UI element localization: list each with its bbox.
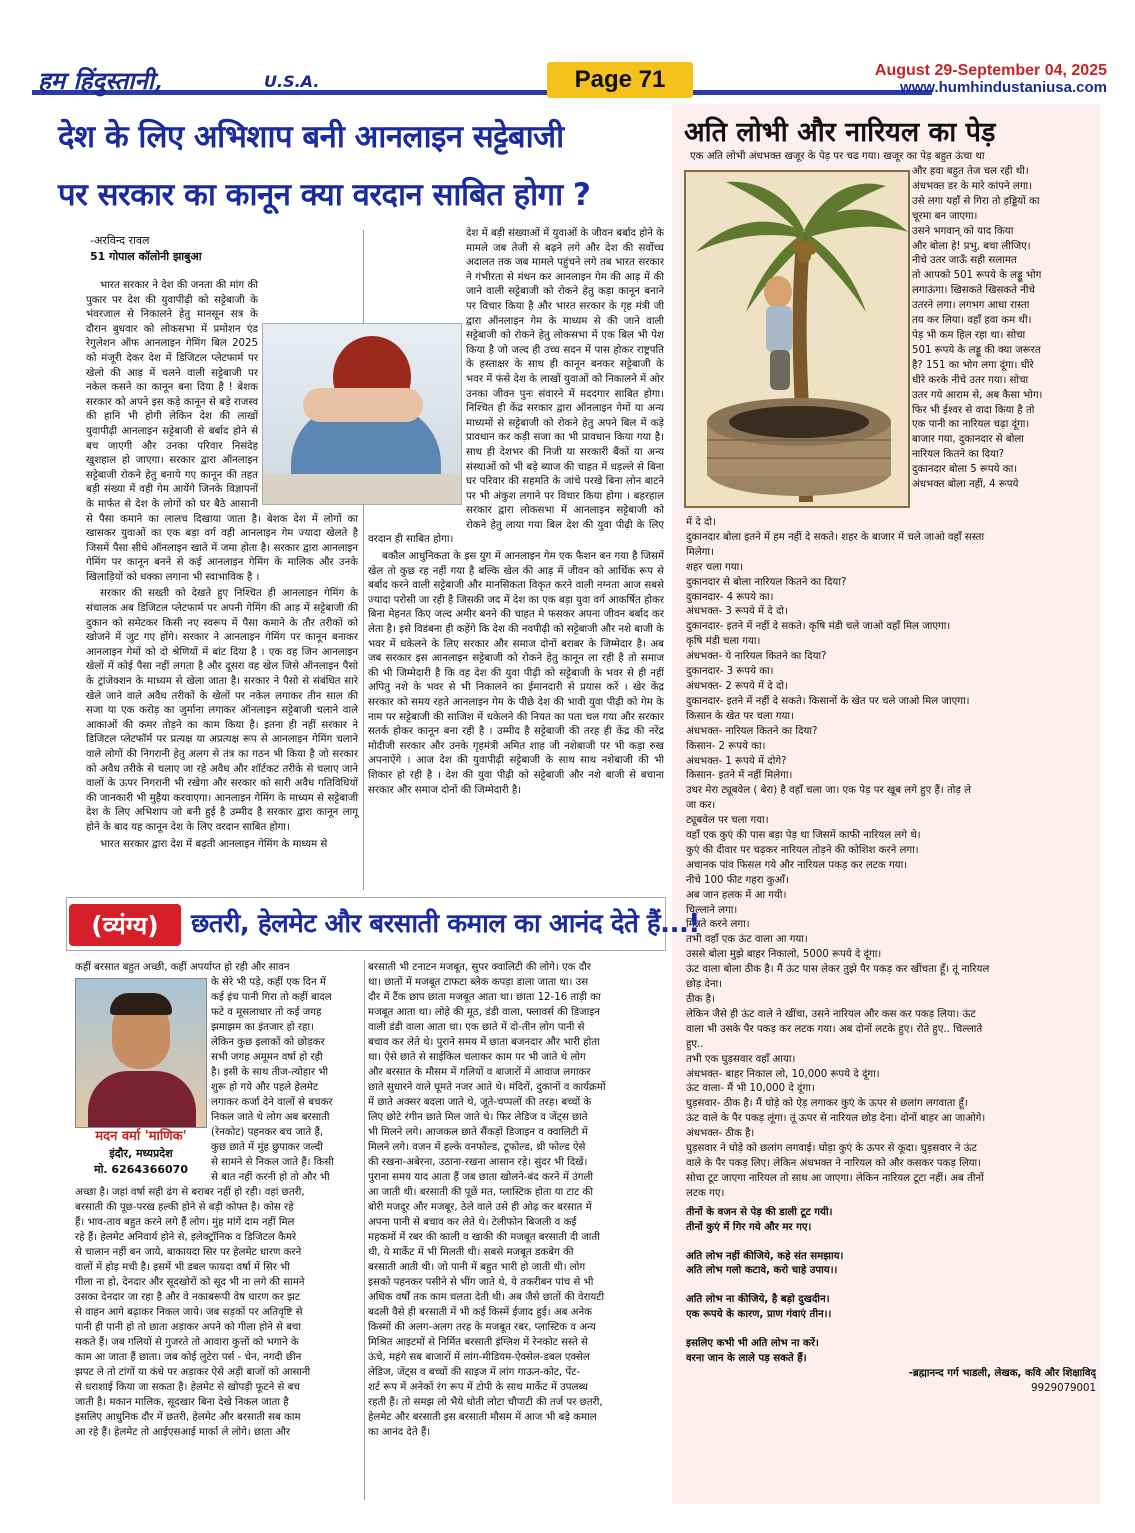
text-line: कई इंच पानी गिरा तो कहीं बादल [211,992,332,1003]
text-line: कृषि मंडी चला गया। [686,636,761,648]
text-line: के सेरे भी पड़े, कहीं एक दिन में [211,977,326,988]
paragraph: सरकार की सख्ती को देखते हुए निश्चित ही आनलाइन गेमिंग के संचालक अब डिजिटल प्लेटफार्म पर अपनी गेमिंग की आड़ में सट्टेबाजी की दुकान को समेटकर किसी नए स्वरूप में पैसा कमाने के तौर तरीकों को खोजने में जुट गए होंगे। सरकार ने आनलाइन गेमिंग पर कानून बनाकर आनलाइन गेमों को दो श्रेणियों में बांट दिया है । एक वह जिन आनलाइन खेलों में कोई पैसा नहीं लगता है और दूसरा वह खेल जिसे ऑनलाइन पैसो के ट्रांजेक्शन के माध्यम से खेला जाता है। सरकार ने पैसो से संबंधित सारे खेले जाने वाले अवैध तरीकों के खेलों पर नकेल लगाकर तीन साल की सजा या एक करोड़ का जुर्माना लगाकर ऑनलाइन सट्टेबाजी चलाने वाले आकाओं की कमर तोड़ने का काम किया है। इतना ही नहीं सरकार ने डिजिटल प्लेटफॉर्म पर प्रत्यक्ष या अप्रत्यक्ष रूप से आनलाइन गेमिंग चलाने वाले लोगों की निगरानी हेतु अलग से तंत्र का गठन भी किया है जो सरकार को अवैध तरीके से चलाए जा रहे अवैध और शॉर्टकट तरीके से चलाए जाने वालों के ऊपर निगरानी भी रखेगा और सरकार को सारी अवैध गतिविधियों की जानकारी भी मुहैया करवाएगा। आनलाइन गेमिंग के माध्यम से सट्टेबाजी देश के लिए अभिशाप जो बनी हुई है उम्मीद है सरकार द्वारा कानून लागू होने के बाद यह कानून देश के लिए वरदान साबित होगा। [86,588,358,833]
text-line: शर्ट रूप में अनेकों रंग रूप में टोपी के साथ मार्केट में उपलब्ध [368,1382,588,1393]
text-line: किसान के खेत पर चला गया। [686,710,794,722]
article-photo [262,323,462,505]
masthead-bar [32,90,932,95]
text-line: तभी एक घुड़सवार वहाँ आया। [686,1053,796,1065]
palm-tree-well-illustration [684,170,910,508]
text-line: वहाँ एक कुएं की पास बड़ा पेड़ था जिसमें काफी नारियल लगे थे। [686,830,921,842]
text-line: दुकानदार बोला 5 रूपये का। [912,464,1018,476]
text-line: मिश्रित आइटमों से निर्मित बरसाती इंग्लिश में रेनकोट सस्ते से [368,1337,588,1348]
text-line: वाली डंडी वाला आता था। एक छाते में दो-तीन लोग पानी से [368,1022,585,1033]
headline-line-1: देश के लिए अभिशाप बनी आनलाइन सट्टेबाजी [58,119,564,155]
text-line: बदली वैसे ही बरसाती में भी कई किस्में ईजाद हुई। अब अनेक [368,1307,592,1318]
text-line: थी, ये मार्केट में भी मिलती थी। सबसे मजबूत डकबेग की [368,1247,574,1258]
text-line: तीनों कुएं में गिर गये और मर गए। [686,1221,812,1233]
text-line: पानी ही पानी हो तो छाता अड़ाकर अपने को गीला होने से बचा [75,1322,302,1333]
text-line: इसलिए आधुनिक दौर में छतरी, हेलमेट और बरसाती सब काम [75,1412,301,1423]
text-line: सभी जगह अमूमन वर्षा हो रही [211,1052,323,1063]
text-line: छोड़ देना। [686,979,723,991]
text-line: का आनंद देते हैं। [368,1427,431,1438]
text-line: हुए.. [686,1038,704,1050]
text-line: उतरने लगा। लगभग आधा रास्ता [912,300,1030,312]
text-line: चूरमा बन जाएगा। [912,210,978,222]
text-line: सकते हैं। जब गलियों से गुजरते तो आवारा कुत्तों को भगाने के [75,1337,299,1348]
text-line: वाले के पैर पकड़ लिए। लेकिन अंधभक्त ने नारियल को और कसकर पकड़ लिया। [686,1157,982,1169]
text-line: अधिक वर्षों तक काम चलता देती थी। अब जैसे छातों की वेरायटी [368,1292,605,1303]
text-line: और बोला हे! प्रभु, बचा लीजिए। [912,240,1031,252]
story-phone: 9929079001 [1031,1382,1096,1394]
text-line: बाजार गया, दुकानदार से बोला [912,434,1024,446]
text-line: ऊंट वाला- मैं भी 10,000 दे दूंगा। [686,1083,815,1095]
text-line: बरसाती की पूछ-परख हल्की होने से बड़ी कोफ्त है। कोस रहे [75,1202,294,1213]
text-line: हेलमेट और बरसाती इस बरसाती मौसम में आज भी बड़े कमाल [368,1412,597,1423]
page-number-badge [547,62,693,98]
text-line: लगाऊंगा। खिसकते खिसकते नीचे [912,285,1035,297]
text-line: वालों में होड़ मची है। इसमें भी डबल फायदा वर्षा में सिर भी [75,1262,290,1273]
text-line: लेकिन कुछ इलाकों को छोड़कर [211,1037,325,1048]
text-line: में दे दो। [686,517,716,528]
text-line: से सामने से निकल जाते हैं। किसी [211,1157,334,1168]
text-line: बोरी मजदूर और मजबूर, ठेले वाले उसे ही ओढ़ कर बरसात में [368,1202,592,1213]
text-line: था। ऐसे छाते से साईकिल चलाकर काम पर भी जाते थे लोग [368,1052,586,1063]
satire-tag: (व्यंग्य) [69,904,181,946]
text-line: अति लोभ ना कीजिये, है बड़ो दुखदीन। [686,1294,830,1306]
text-line: अंधभक्त- 1 रूपये में दोगे? [686,755,787,767]
text-line: दुकानदार- इतने में नहीं दे सकते। किसानों के खेत पर चले जाओ मिल जाएगा। [686,695,970,707]
text-line: अंधभक्त- नारियल कितने का दिया? [686,725,818,737]
text-line: कुएं की दीवार पर चढ़कर नारियल तोड़ने की कोशिश करने लगा। [686,844,919,856]
text-line: उसने भगवान् को याद किया [912,225,1014,237]
text-line: नीचे उतर जाऊँ सही सलामत [912,255,1017,267]
text-line: छाते सुधारने वाले घूमते नजर आते थे। मंदिरों, दुकानों व कार्यक्रमों [368,1082,606,1093]
text-line: उससे बोला मुझे बाहर निकालो, 5000 रूपये दे दूंगा। [686,949,882,961]
text-line: लिए छोटे रंगीन छाते मिल जाते थे। फिर लेडिज व जेंट्स छाते [368,1112,588,1123]
paragraph: भारत सरकार ने देश की जनता की मांग की पुकार पर देश की युवापीढ़ी को सट्टेबाजी के भंवरजाल से निकालने हेतु मानसून सत्र के दौरान बुधवार को लोकसभा में प्रमोशन एंड रेगुलेशन ऑफ आनलाइन गेमिंग बिल 2025 को मंजूरी देकर देश में डिजिटल प्लेटफार्म पर खेलो की आड़ में चलने वाली सट्टेबाजी पर नकेल कसने का कानून बना दिया है ! बेशक सरकार को अपने इस कड़े कानून से बड़े राजस्व की हानि भी होगी लेकिन देश की लाखों युवापीढ़ी आनलाइन सट्टेबाजी से बर्बाद होने से बच जाएगी और उनका परिवार निसंदेह खुशहाल हो जाएगा। सरकार द्वारा ऑनलाइन सट्टेबाजी रोकने हेतु बनाये गए कानून की तहत बड़ी संख्या में वही गेम आयेंगे जिनके विज्ञापनों के मार्फत से देश के लोगों को घर बैठे आसानी से पैसा कमाने का लालच दिखाया जाता है। बेशक देश में लोगों का खासकर युवाओं का एक बड़ा वर्ग वही आनलाइन गेम ज्यादा खेलते है जिसमें पैसा सीधे ऑनलाइन खाते में जमा होता है। सरकार द्वारा आनलाइन गेमिंग पर कानून बनने से कई आनलाइन गेमिंग के मालिक और उनके खिलाड़ियों को धक्का लगाना भी स्वाभाविक है । [86,280,358,583]
text-line: मिन्नते करने लगा। [686,919,750,931]
text-line: काम आ जाता हैं छाता। जब कोई लुटेरा पर्स - चेन, नगदी छीन [75,1352,302,1363]
text-line: महकमों में रबर की काली व खाकी की मजबूत बरसाती दी जाती [368,1232,600,1243]
satire-author-city: इंदौर, मध्यप्रदेश [109,1147,173,1160]
text-line: दौर में टैंक छाप छाता मजबूत आता था। छाता 12-16 ताड़ी का [368,992,601,1003]
text-line: भी मिलने लगे। आजकल छाते सैंकड़ों डिजाइन व क्वालिटी में [368,1127,588,1138]
text-line: फिर भी ईश्वर से वादा किया है तो [912,404,1035,416]
text-line: से बात नहीं करनी हो तो और भी [211,1172,330,1183]
story-side-text [912,165,1092,493]
text-line: लेकिन जैसे ही ऊंट वाले ने खींचा, उसने नारियल और कस कर पकड़ लिया। ऊंट [686,1008,976,1020]
text-line: झमाझम का इंतजार हो रहा। [211,1022,314,1033]
text-line: में छाते अक्सर बदला जाते थे, जूते-चप्पलों की तरह। बच्चों के [368,1097,592,1108]
text-line: पेड़ भी कम हिल रहा था। सोचा [912,329,1026,341]
story-line: एक अति लोभी अंधभक्त खजूर के पेड़ पर चढ गया। खजूर का पेड़ बहुत ऊंचा था [690,151,985,162]
masthead-usa: U.S.A. [264,72,320,91]
text-line: अंधभक्त बोला नहीं, 4 रूपये [912,479,1019,491]
text-line: फटे व मूसलाधार तो कई जगह [211,1007,322,1018]
article-column-2 [368,227,664,800]
text-line: इसलिए कभी भी अति लोभ ना करें। [686,1338,819,1350]
text-line: तीनों के वजन से पेड़ की डाली टूट गयी। [686,1206,833,1218]
text-line: एक रूपये के कारण, प्राण गंवाएं तीन।। [686,1309,832,1321]
text-line: बरसाती आती थी। जो पानी में बहुत भारी हो जाती थी। लोग [368,1262,586,1273]
text-line: है? 151 का भोग लगा दूंगा। धीरे [912,359,1034,371]
text-line: जा कर। [686,800,716,812]
satire-column-1 [75,960,363,1440]
paragraph: देश में बड़ी संख्याओं में युवाओं के जीवन बर्बाद होने के मामले जब तेजी से बढ़ने लगे और देश की सर्वोच्च अदालत तक जब मामले पहुंचने लगे तब भारत सरकार ने गंभीरता से मंथन कर आनलाइन गेम की आड़ में की जाने वाली सट्टेबाजी को रोकने हेतु कड़ा कानून बनाने पर विचार किया है और भारत सरकार के गृह मंत्री जी द्वारा ऑनलाइन गेम के माध्यम से की जाने वाली सट्टेबाजी को रोकने हेतु लोकसभा में एक बिल भी पेश किया है जो जल्द ही उच्च सदन में पास होकर राष्ट्रपति के हस्ताक्षर के साथ ही कानून बनकर सट्टेबाजी के भवर में फंसे देश के लाखों युवाओं को निकालने में ओर उनका जीवन पुनः संवारने में मददगार साबित होगा। निश्चित ही केंद्र सरकार द्वारा ऑनलाइन गेमों या अन्य माध्यमों से सट्टेबाजी को रोकने हेतु अपने बिल में कड़े प्रावधान कर कड़ी सजा का भी प्रावधान किया गया है। साथ ही देशभर की निजी या सरकारी बैंकों या अन्य संस्थाओं को भी बड़े ब्याज की चाहत में धड़ल्ले से बिना घर परिवार की सहमति के जांचे परखे बिना लोन बाटने पर भी अंकुश लगाने पर विचार किया होगा । बहरहाल सरकार द्वारा लोकसभा में आनलाइन सट्टेबाजी को रोकने हेतु लाया गया बिल देश की युवा पीढ़ी के लिए वरदान ही साबित होगा। [368,228,664,546]
text-line: दुकानदार बोला इतने में हम नहीं दे सकते। शहर के बाजार में चले जाओ वहाँ सस्ता [686,531,985,543]
text-line: तय कर लिया। वहाँ हवा कम थी। [912,315,1032,327]
text-line: कुछ छाते में मुंह छुपाकर जल्दी [211,1142,323,1153]
text-line: अचानक पांव फिसल गये और नारियल पकड़ कर लटक गया। [686,859,908,871]
text-line: और हवा बहुत तेज चल रही थी। [912,166,1029,177]
satire-headline [66,897,700,951]
text-line: एक पानी का नारियल चढ़ा दूंगा। [912,419,1030,431]
paragraph: भारत सरकार द्वारा देश में बढ़ती आनलाइन गेमिंग के माध्यम से [100,838,328,850]
text-line: नारियल कितने का दिया? [912,449,1005,461]
text-line: से चालान नहीं बन जाये, बाकायदा सिर पर हेलमेट धारण करने [75,1247,302,1258]
text-line [686,1323,1096,1337]
author-name: -अरविन्द रावल [90,234,150,247]
text-line: अपना पानी से बचाव कर लेते थे। टेलीफोन बिजली व कई [368,1217,577,1228]
story-body [686,516,1096,1397]
text-line: ऊंट वाले के पैर पकड़ लूंगा। तूं ऊपर से नारियल छोड़ देना। दोनों बाहर आ जाओगे। [686,1113,986,1125]
text-line: और बरसात के मौसम में गलियों व बाजारों में आवाज लगाकर [368,1067,591,1078]
text-line: ऊंट वाला बोला ठीक है। मैं ऊंट पास लेकर तुझे पैर पकड़ कर खींचता हूँ। तूं नारियल [686,964,990,976]
text-line: ट्यूबवेल पर चला गया। [686,815,769,827]
text-line: निकल जाते थे लोग अब बरसाती [211,1112,330,1123]
text-line: लेडिज, जेंट्स व बच्चों की साइज में लांग गाऊन-कोट, पेंट- [368,1367,581,1378]
text-line: शुरू हो गये और पहले हेलमेट [211,1082,318,1093]
text-line: लटक गए। [686,1187,725,1199]
text-line: पुराना समय याद आता हैं जब छाता खोलने-बंद करने में उंगली [368,1172,594,1183]
text-line [686,1236,1096,1250]
text-line: 501 रूपये के लड्डू की क्या जरूरत [912,344,1041,356]
text-line: मिलने लगे। वजन में हल्के वनफोल्ड, टूफोल्ड, थ्री फोल्ड ऐसे [368,1142,586,1153]
article-author [90,233,202,265]
story-title: अति लोभी और नारियल का पेड़ [684,117,996,148]
text-line: ठीक है। [686,994,715,1005]
text-line: दुकानदार- 3 रूपये का। [686,666,774,678]
text-line: वरना जान के लाले पड़ सकते हैं। [686,1353,807,1365]
text-line: आ रहे हैं। हेलमेट तो आईएसआई मार्का ले लोगे। छाता और [75,1427,291,1438]
text-line: रहती हैं। तो समझ लो भैये धोती लोटा चौपाटी की तर्ज पर छतरी, [368,1397,603,1408]
text-line: अंधभक्त- बाहर निकाल लो, 10,000 रूपये दे दूंगा। [686,1068,880,1080]
page-header [32,62,1107,98]
text-line: बरसाती भी टनाटन मजबूत, सुपर क्वालिटी की लोगे। एक दौर [368,962,591,973]
text-line: झपट ले तो टांगों या कंधे पर अड़ाकर ऐसे अड़ी बाजों को आसानी [75,1367,311,1378]
text-line: ऊंचे, महंगे सब बाजारों में लांग-मीडियम-ऐक्सेल-डबल एक्सेल [368,1352,590,1363]
text-line: अंधभक्त- ये नारियल कितने का दिया? [686,651,827,663]
text-line: नीचे 100 फीट गहरा कुआँ। [686,874,789,886]
text-line: अति लोभ गलो कटावे, करो चाहे उपाय।। [686,1265,838,1277]
text-line: रहे हैं। हेलमेट अनिवार्य होने से, इलेक्ट्रॉनिक व डिजिटल कैमरे [75,1232,297,1243]
main-headline [58,108,668,224]
text-line [686,1279,1096,1293]
text-line: जाती है। मकान मालिक, सूदखार बिना देखे निकल जाता है [75,1397,289,1408]
text-line: उतर गये आराम से, अब कैसा भोग। [912,389,1043,401]
text-line: शहर चला गया। [686,561,744,573]
text-line: घुड़सवार- ठीक है। मैं घोड़े को ऐड़ लगाकर कुएं के ऊपर से छलांग लगवाता हूँ। [686,1098,968,1110]
text-line: से धराशाई किया जा सकता है। हेलमेट से खोपड़ी फूटने से बच [75,1382,300,1393]
text-line: से वाहन आगे बढ़ाकर निकल जाये। जब सड़कों पर अतिवृष्टि से [75,1307,303,1318]
text-line: आ जाती थी। बरसाती की पूछें मत, प्लास्टिक होता या टाट की [368,1187,594,1198]
text-line: तभी वहाँ एक ऊंट वाला आ गया। [686,934,808,946]
text-line: बचाव कर लेते थे। पुराने समय में छाता बजनदार और भारी होता [368,1037,600,1048]
text-line: सोचा टूट जाएगा नारियल तो साथ आ जाएगा। लेकिन नारियल टूटा नहीं। अब तीनों [686,1172,984,1184]
text-line: की रखना-अबेरना, उठाना-रखना आसान रहे। सुंदर भी दिखें। [368,1157,588,1168]
text-line: अंधभक्त- 2 रूपये में दे दो। [686,680,788,692]
text-line: चिल्लाने लगा। [686,904,738,916]
satire-author-phone: मो. 6264366070 [94,1163,188,1176]
text-line: अंधभक्त डर के मारे कांपने लगा। [912,180,1033,192]
text-line: किसान- 2 रूपये का। [686,740,766,752]
text-line: उसे लगा यहाँ से गिरा तो हड्डियों का [912,195,1040,207]
satire-column-2 [368,960,664,1440]
website-link[interactable]: www.humhindustaniusa.com [900,79,1107,96]
text-line: दुकानदार- इतने में नहीं दे सकते। कृषि मंडी चले जाओ वहाँ मिल जाएगा। [686,621,951,633]
text-line: है। इसी के साथ तीज-त्योहार भी [211,1067,329,1078]
text-line: अब जान हलक में आ गयी। [686,889,787,901]
column-divider [364,960,365,1500]
story-signature: -ब्रह्मानन्द गर्ग भाडली, लेखक, कवि और शिक्षाविद् [908,1367,1096,1379]
story-intro [690,150,1090,165]
text-line: लगाकर कर्जा देने वालों से बचकर [211,1097,333,1108]
text-line: अच्छा है। जहां वर्षा सही ढंग से बराबर नहीं हो रही। वहां छतरी, [75,1187,305,1198]
satire-title: छतरी, हेलमेट और बरसाती कमाल का आनंद देते हैं...! [191,909,700,939]
text-line: वाला भी उसके पैर पकड़ कर लटक गया। अब दोनों लटके हुए। रोते हुए.. चिल्लाते [686,1023,983,1035]
text-line: मिलेगा। [686,546,714,558]
text-line: किसान- इतने में नहीं मिलेगा। [686,770,793,782]
issue-info [875,62,1107,96]
text-line: कहीं बरसात बहुत अच्छी, कहीं अपर्याप्त हो रही और सावन [75,962,290,973]
text-line: अति लोभ नहीं कीजिये, कहे संत समझाय। [686,1250,844,1262]
author-address: 51 गोपाल कॉलोनी झाबुआ [90,250,202,263]
text-line: मजबूत आता था। लोहे की मूठ, डंडी वाला, फ्लावर्स की डिजाइन [368,1007,600,1018]
text-line: घुड़सवार ने घोड़े को छलांग लगवाई। घोड़ा कुएं के ऊपर से कूदा। घुड़सवार ने ऊंट [686,1143,977,1155]
text-line: किस्मों की अलग-अलग तरह के मजबूत रबर, प्लास्टिक व अन्य [368,1322,596,1333]
paragraph: बकौल आधुनिकता के इस युग में आनलाइन गेम एक फैशन बन गया है जिसमें खेल तो कुछ रह नहीं गया है बल्कि खेल की आड़ में जीवन को आर्थिक रूप से बर्बाद करने वाली सट्टेबाजी और मानसिकता विकृत करने वाली नग्नता आज सबसे ज्यादा परोसी जा रही है जिसकी जद में देश का एक बड़ा युवा वर्ग आकर्षित होकर बिना मेहनत किए जल्द अमीर बनने की चाहत मे फसकर अपना जीवन बर्बाद कर लेता है। इसे विडंबना ही कहेंगे कि देश की नवपीढ़ी को सट्टेबाजी और नशे बाजी के भवर में धकेलने के लिए सरकार और समाज दोनों बराबर के जिम्मेदार है। अब जब सरकार इस आनलाइन सट्टेबाजी को रोकने हेतु कानून ला रही है तो समाज की भी जिम्मेदारी है कि वह देश की युवा पीढ़ी को सट्टेबाजी के भवर से ही नहीं अपितु नशे के भवर से भी निकालने का ईमानदारी से प्रयास करें । खेर केंद्र सरकार को समय रहते आनलाइन गेम के पीछे देश की भावी युवा पीढ़ी को गेम के नाम पर सट्टेबाजी की साजिश में धकेलने की नियत का पता चल गया और सरकार सतर्क होकर कानून बना रही है । उम्मीद है सट्टेबाजी की तरह ही केंद्र की नरेंद्र मोदीजी सरकार और उनके गृहमंत्री अमित शाह जी नशेबाजी पर भी कड़ा रुख अपनाऐंगे । आज देश की युवापीढ़ी सट्टेबाजी के साथ साथ नशेबाजी की भी शिकार हो रही है । देश की युवा पीढ़ी को सट्टेबाजी और नशे बाजी से बचाना सरकार और समाज दोनों की जिम्मेदारी है। [368,551,664,796]
text-line: दुकानदार से बोला नारियल कितने का दिया? [686,576,847,588]
text-line: अंधभक्त- 3 रूपये में दे दो। [686,606,788,618]
text-line: था। छातों में मजबूत टाफटा ब्लेक कपड़ा डाला जाता था। उस [368,977,589,988]
text-line: उधर मेरा ट्यूबवेल ( बेरा) है वहाँ चला जा। एक पेड़ पर खूब लगे हुए हैं। तोड़ ले [686,785,972,797]
page-number: Page 71 [574,66,666,93]
text-line: (रेनकोट) पहनकर बच जाते हैं, [211,1127,324,1138]
text-line: इसको पहनकर पसीने से भींग जाते थे, ये तकरीबन पांच से भी [368,1277,594,1288]
text-line: गीला ना हो, देनदार और सूदखोरों को सूद भी ना लगे की सामने [75,1277,305,1288]
headline-line-2: पर सरकार का कानून क्या वरदान साबित होगा ? [58,177,591,213]
text-line: हैं। भाव-ताव बहुत करने लगे हैं लोग। मुंह मांगें दाम नहीं मिल [75,1217,295,1228]
masthead-title: हम हिंदुस्तानी, [38,66,163,95]
text-line: उसका देनदार जा रहा है और वे नकाबरूपी वेष धारण कर झट [75,1292,300,1303]
text-line: तो आपको 501 रूपये के लड्डू भोग [912,270,1042,282]
issue-date: August 29-September 04, 2025 [874,62,1107,79]
satire-author-name: मदन वर्मा 'माणिक' [95,1129,187,1144]
masthead [32,62,552,96]
text-line: दुकानदार- 4 रूपये का। [686,591,774,603]
text-line: अंधभक्त- ठीक है। [686,1128,755,1140]
text-line: धीरे करके नीचे उतर गया। सोचा [912,374,1029,386]
